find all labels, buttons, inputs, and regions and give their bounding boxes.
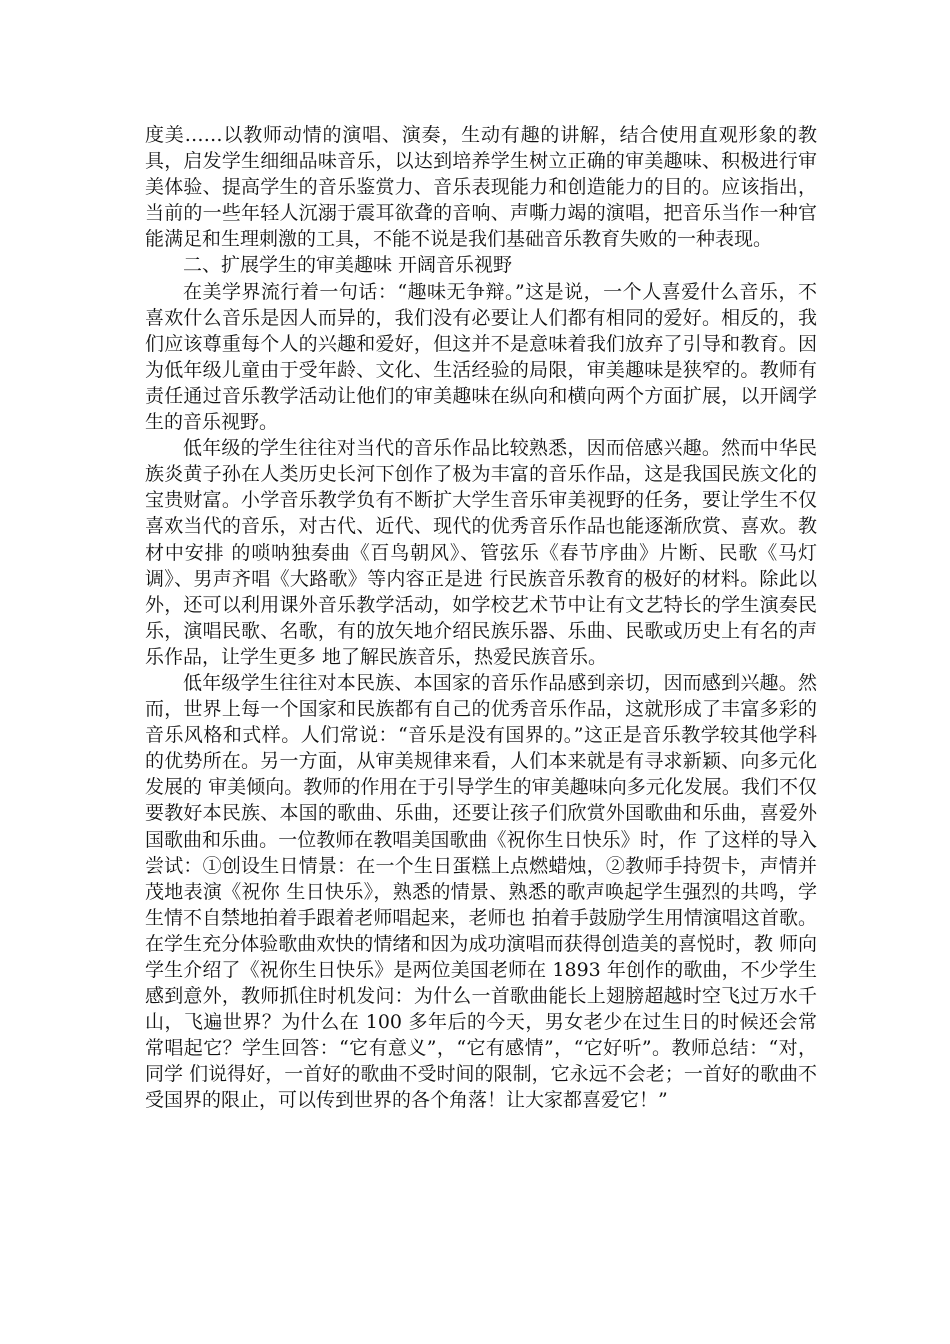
paragraph-foreign-music: 低年级学生往往对本民族、本国家的音乐作品感到亲切，因而感到兴趣。然而，世界上每一个国家和民族都有自己的优秀音乐作品，这就形成了丰富多彩的音乐风格和式样。人们常说：“音乐是没有国界的。”这正是音乐教学较其他学科的优势所在。另一方面，从审美规律来看，人们本来就是有寻求新颖、向多元化发展的 审美倾向。教师的作用在于引导学生的审美趣味向多元化发展。我们不仅要教好本民族、本国的歌曲、乐曲，还要让孩子们欣赏外国歌曲和乐曲，喜爱外国歌曲和乐曲。一位教师在教唱美国歌曲《祝你生日快乐》时，作 了这样的导入尝试：①创设生日情景：在一个生日蛋糕上点燃蜡烛，②教师手持贺卡，声情并茂地表演《祝你 生日快乐》，熟悉的情景、熟悉的歌声唤起学生强烈的共鸣，学生情不自禁地拍着手跟着老师唱起来，老师也 拍着手鼓励学生用情演唱这首歌。在学生充分体验歌曲欢快的情绪和因为成功演唱而获得创造美的喜悦时，教 师向学生介绍了《祝你生日快乐》是两位美国老师在 1893 年创作的歌曲，不少学生感到意外，教师抓住时机发问：为什么一首歌曲能长上翅膀超越时空飞过万水千山，飞遍世界？为什么在 100 多年后的今天，男女老少在过生日的时候还会常常唱起它？学生回答：“它有意义”，“它有感情”，“它好听”。教师总结：“对，同学 们说得好，一首好的歌曲不受时间的限制，它永远不会老；一首好的歌曲不受国界的限止，可以传到世界的各个角落！让大家都喜爱它！” [145, 671, 817, 1112]
section-heading: 二、扩展学生的审美趣味 开阔音乐视野 [183, 254, 513, 277]
paragraph-continuation: 度美……以教师动情的演唱、演奏，生动有趣的讲解，结合使用直观形象的教具，启发学生细细品味音乐，以达到培养学生树立正确的审美趣味、积极进行审美体验、提高学生的音乐鉴赏力、音乐表现能力和创造能力的目的。应该指出，当前的一些年轻人沉溺于震耳欲聋的音响、声嘶力竭的演唱，把音乐当作一种官能满足和生理刺激的工具，不能不说是我们基础音乐教育失败的一种表现。 [145, 124, 817, 251]
document-page [145, 122, 817, 1114]
paragraph-national-music: 低年级的学生往往对当代的音乐作品比较熟悉，因而倍感兴趣。然而中华民族炎黄子孙在人类历史长河下创作了极为丰富的音乐作品，这是我国民族文化的宝贵财富。小学音乐教学负有不断扩大学生音乐审美视野的任务，要让学生不仅喜欢当代的音乐，对古代、近代、现代的优秀音乐作品也能逐渐欣赏、喜欢。教材中安排 的唢呐独奏曲《百鸟朝风》、管弦乐《春节序曲》片断、民歌《马灯调》、男声齐唱《大路歌》等内容正是进 行民族音乐教育的极好的材料。除此以外，还可以利用课外音乐教学活动，如学校艺术节中让有文艺特长的学生演奏民乐，演唱民歌、名歌，有的放矢地介绍民族乐器、乐曲、民歌或历史上有名的声乐作品，让学生更多 地了解民族音乐，热爱民族音乐。 [145, 437, 817, 668]
paragraph-aesthetic-taste: 在美学界流行着一句话：“趣味无争辩。”这是说，一个人喜爱什么音乐，不喜欢什么音乐是因人而异的，我们没有必要让人们都有相同的爱好。相反的，我们应该尊重每个人的兴趣和爱好，但这并不是意味着我们放弃了引导和教育。因为低年级儿童由于受年龄、文化、生活经验的局限，审美趣味是狭窄的。教师有责任通过音乐教学活动让他们的审美趣味在纵向和横向两个方面扩展，以开阔学生的音乐视野。 [145, 280, 817, 434]
